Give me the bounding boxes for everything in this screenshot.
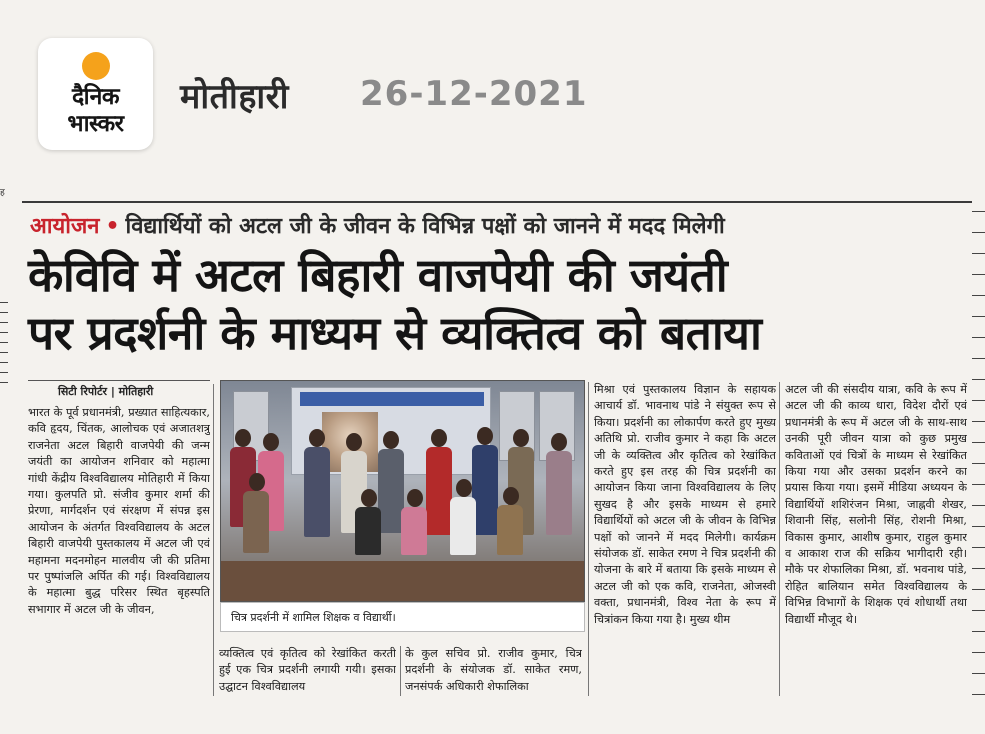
person [243, 491, 269, 553]
logo-line-1: दैनिक [71, 84, 120, 110]
person [497, 505, 523, 555]
adjacent-column-fragment: ह [0, 188, 5, 198]
kicker-bullet: • [105, 214, 120, 239]
person [346, 433, 362, 451]
group-photo [220, 380, 585, 602]
person [546, 451, 572, 535]
subheadline: विद्यार्थियों को अटल जी के जीवन के विभिन्न पक्षों को जानने में मदद मिलेगी [125, 214, 725, 239]
banner-strip [300, 392, 484, 406]
article-column-5: अटल जी की संसदीय यात्रा, कवि के रूप में अटल जी की काव्य धारा, विदेश दौरों एवं प्रधानमंत्री के रूप में अटल जी के साथ-साथ उनकी पूरी जीवन यात्रा को कुछ प्रमुख कविताओं एवं चित्रों के माध्यम से रेखांकित किया गया और उसका प्रदर्शन करने का प्रयास किया गया। इसमें मीडिया अध्ययन के विद्यार्थियों शशिरंजन मिश्रा, जाह्नवी शेखर, शिवानी सिंह, सलोनी सिंह, रोशनी मिश्रा, विकास कुमार, आशीष कुमार, राहुल कुमार व आकाश राज की सक्रिय भागीदारी रही। मौके पर शेफालिका मिश्रा, डॉ. भवनाथ पांडे, रोहित बालियान समेत विश्वविद्यालय के विभिन्न विभागों के शिक्षक एवं शोधार्थी तथा विद्यार्थी मौजूद थे। [785, 383, 967, 626]
column-divider [213, 384, 214, 696]
person [431, 429, 447, 447]
person [309, 429, 325, 447]
article-column-1: भारत के पूर्व प्रधानमंत्री, प्रख्यात साहित्यकार, कवि हृदय, चिंतक, आलोचक एवं अजातशत्रु राजनेता अटल बिहारी वाजपेयी की जन्म जयंती का आयोजन शनिवार को महात्मा गांधी केंद्रीय विश्वविद्यालय मोतिहारी में किया गया। कुलपति प्रो. संजीव कुमार शर्मा की प्रेरणा, मार्गदर्शन एवं संरक्षण में संपन्न इस आयोजन के अंतर्गत विश्वविद्यालय के अटल बिहारी वाजपेयी पुस्तकालय में अटल जी एवं महामना मदनमोहन मालवीय जी की प्रतिमा पर पुष्पांजलि अर्पित की गई। विश्वविद्यालय के महात्मा बुद्ध परिसर स्थित बृहस्पति सभागार में अटल जी के जीवन, [28, 406, 210, 616]
column-divider [779, 382, 780, 696]
person [551, 433, 567, 451]
floor [221, 561, 585, 601]
column-divider [400, 646, 401, 696]
byline: सिटी रिपोर्टर | मोतिहारी [58, 385, 154, 398]
person [361, 489, 377, 507]
section-rule [22, 201, 972, 203]
article-column-4: मिश्रा एवं पुस्तकालय विज्ञान के सहायक आचार्य डॉ. भावनाथ पांडे ने संयुक्त रूप से किया। प्रदर्शनी का लोकार्पण करते हुए मुख्य अतिथि प्रो. राजीव कुमार ने कहा कि अटल जी के व्यक्तित्व और कृतित्व को रेखांकित करते हुए इस तरह की चित्र प्रदर्शनी का आयोजन किया जाना विश्वविद्यालय के लिए सुखद है और इसके माध्यम से हमारे विद्यार्थियों को अटल जी के जीवन के विभिन्न पक्षों को जानने में मदद मिलेगी। कार्यक्रम संयोजक डॉ. साकेत रमण ने चित्र प्रदर्शनी की योजना के बारे में बताया कि इसके माध्यम से अटल जी को एक कवि, राजनेता, ओजस्वी वक्ता, प्रधानमंत्री, विश्व नेता के रूप में चित्रांकन किया गया है। मुख्य थीम [594, 383, 776, 626]
person [383, 431, 399, 449]
byline-rule [28, 380, 210, 381]
article-column-3: के कुल सचिव प्रो. राजीव कुमार, चित्र प्रदर्शनी के संयोजक डॉ. साकेत रमण, जनसंपर्क अधिकारी शेफालिका [405, 647, 582, 693]
person [304, 447, 330, 537]
person [401, 507, 427, 555]
logo-wordmark [48, 84, 143, 138]
person [513, 429, 529, 447]
photo-caption: चित्र प्रदर्शनी में शामिल शिक्षक व विद्यार्थी। [220, 602, 585, 632]
person [503, 487, 519, 505]
person [450, 497, 476, 555]
column-divider [588, 382, 589, 696]
person [477, 427, 493, 445]
headline-line-1: केविवि में अटल बिहारी वाजपेयी की जयंती [28, 248, 728, 302]
person [249, 473, 265, 491]
person [263, 433, 279, 451]
adjacent-column-fragment [972, 205, 985, 705]
kicker-tag: आयोजन [30, 214, 100, 239]
article-column-2: व्यक्तित्व एवं कृतित्व को रेखांकित करती हुई एक चित्र प्रदर्शनी लगायी गयी। इसका उद्घाटन विश्वविद्यालय [219, 647, 396, 693]
sun-icon [82, 52, 110, 80]
edition-date: 26-12-2021 [360, 74, 588, 114]
person [407, 489, 423, 507]
kicker [30, 210, 725, 244]
logo-line-2: भास्कर [67, 111, 124, 137]
edition-city: मोतीहारी [180, 77, 289, 117]
person [235, 429, 251, 447]
adjacent-column-fragment [0, 298, 8, 388]
headline [28, 246, 963, 362]
headline-line-2: पर प्रदर्शनी के माध्यम से व्यक्तित्व को बताया [28, 306, 762, 360]
person [456, 479, 472, 497]
person [355, 507, 381, 555]
newspaper-logo [38, 38, 153, 150]
person [426, 447, 452, 535]
